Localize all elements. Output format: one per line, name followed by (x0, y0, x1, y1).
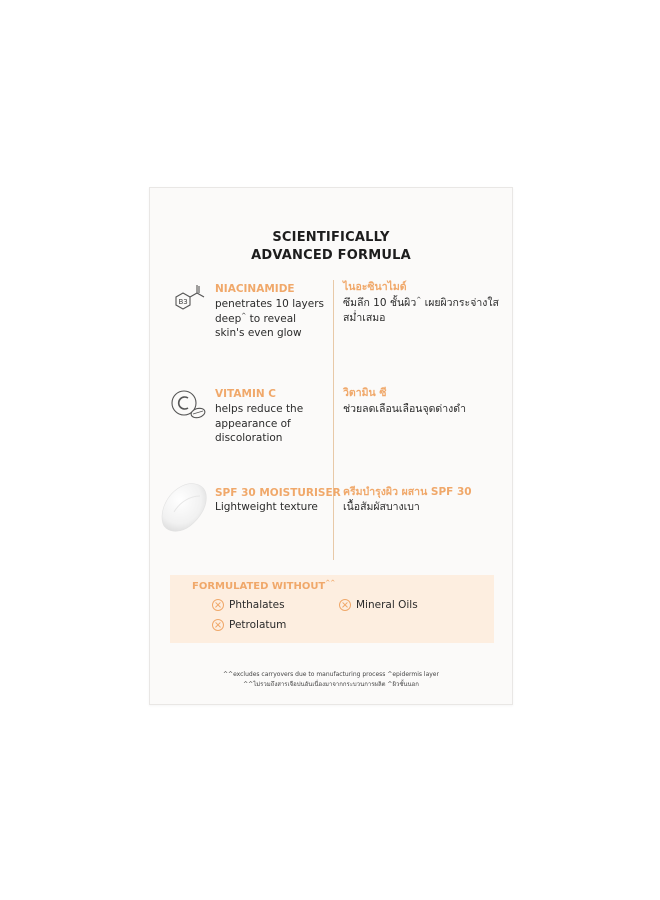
formula-card (149, 187, 513, 705)
title-line-1: SCIENTIFICALLY (272, 230, 390, 245)
spf-heading: SPF 30 MOISTURISER (215, 487, 341, 499)
vitamin-c-thai-heading: วิตามิน ซี (343, 387, 387, 399)
without-item-petrolatum: Petrolatum (212, 619, 286, 631)
footnote-english: ^^excludes carryovers due to manufacturing process ^epidermis layer (223, 671, 439, 678)
footnote-thai: ^^ไม่รวมถึงสารเจือปนอันเนื่องมาจากกระบวนการผลิต ^ผิวชั้นนอก (243, 681, 419, 688)
b3-molecule-icon (172, 283, 212, 319)
excluded-icon (212, 619, 224, 631)
without-item-mineral-oils: Mineral Oils (339, 599, 418, 611)
niacinamide-heading: NIACINAMIDE (215, 283, 295, 295)
b3-label: B3 (178, 298, 188, 306)
title-line-2: ADVANCED FORMULA (251, 248, 411, 263)
vitamin-c-heading: VITAMIN C (215, 388, 277, 400)
formulated-without-heading: FORMULATED WITHOUT^^ (192, 579, 336, 592)
cream-swatch-icon (156, 476, 210, 540)
excluded-icon (212, 599, 224, 611)
column-divider (333, 280, 334, 560)
vitamin-c-icon (170, 388, 210, 422)
vitamin-c-thai-description: ช่วยลดเลือนเลือนจุดด่างดำ (343, 403, 466, 415)
without-item-phthalates: Phthalates (212, 599, 285, 611)
spf-thai-heading: ครีมบำรุงผิว ผสาน SPF 30 (343, 486, 472, 498)
niacinamide-thai-description: ซึมลึก 10 ชั้นผิว^ เผยผิวกระจ่างใส สม่ำเสมอ (343, 296, 499, 324)
niacinamide-description: penetrates 10 layers deep^ to reveal skin's even glow (215, 298, 325, 339)
spf-description: Lightweight texture (215, 501, 318, 513)
niacinamide-thai-heading: ไนอะซินาไมด์ (343, 281, 407, 293)
excluded-icon (339, 599, 351, 611)
vitamin-c-description: helps reduce the appearance of discoloration (215, 403, 304, 444)
spf-thai-description: เนื้อสัมผัสบางเบา (343, 501, 420, 513)
